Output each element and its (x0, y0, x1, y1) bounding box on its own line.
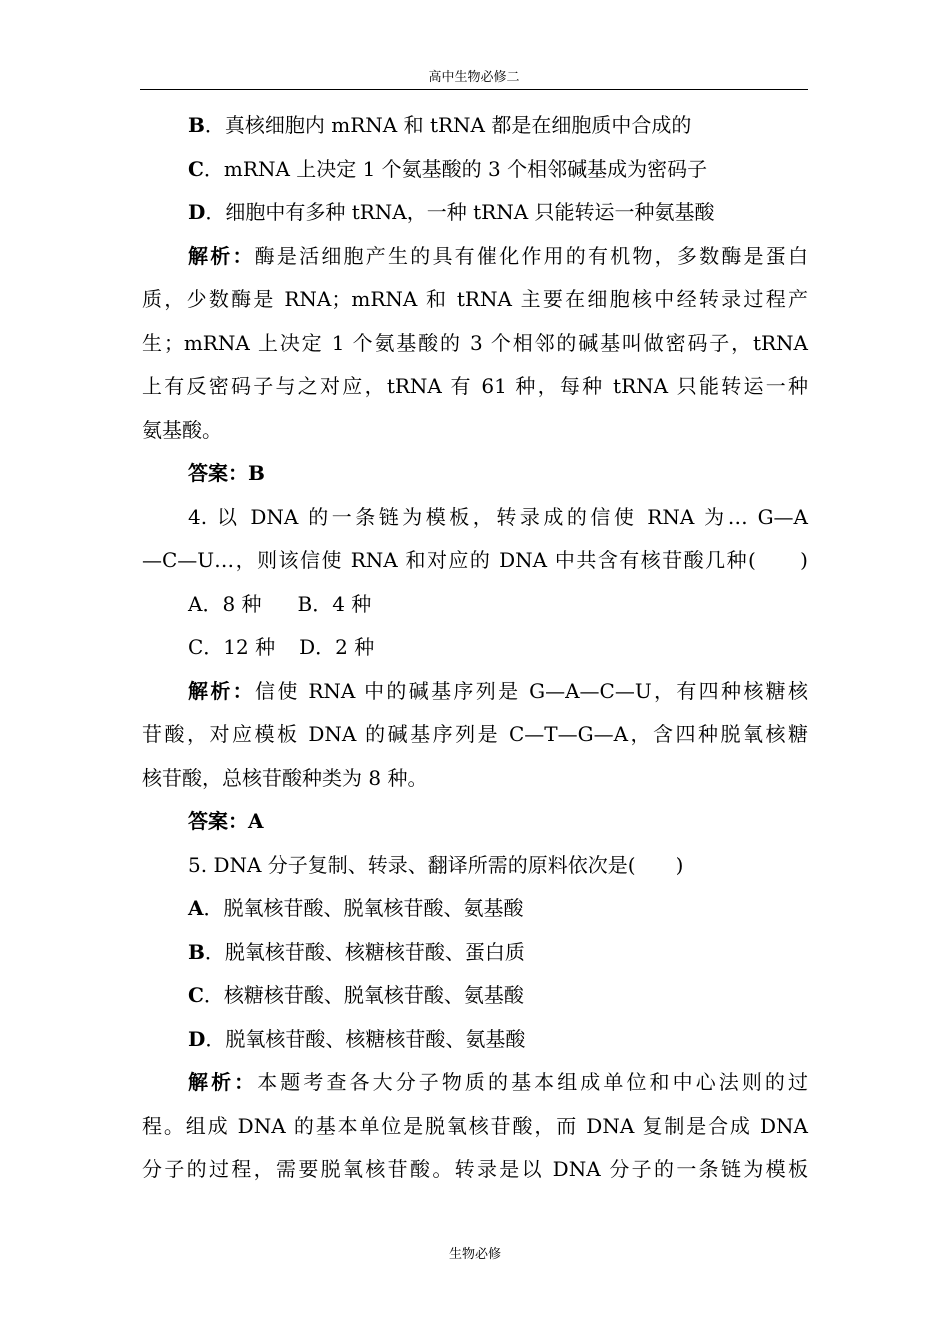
q4-option-c: C．12 种 (188, 635, 276, 659)
document-body (142, 104, 808, 1192)
q4-option-a: A．8 种 (188, 591, 262, 616)
q5-stem: 5. DNA 分子复制、转录、翻译所需的原料依次是( ) (188, 852, 684, 877)
page-header: 高中生物必修二 (428, 70, 520, 85)
q4-option-b: B．4 种 (297, 591, 372, 616)
q4-analysis: 解析：信使 RNA 中的碱基序列是 G—A—C—U，有四种核糖核 苷酸，对应模板 DNA 的碱基序列是 C—T—G—A，含四种脱氧核糖 核苷酸，总核苷酸种类为 8 种。 (142, 678, 809, 790)
q5-option-a: A．脱氧核苷酸、脱氧核苷酸、氨基酸 (188, 896, 524, 920)
header-divider (140, 89, 808, 90)
q3-option-d: D．细胞中有多种 tRNA，一种 tRNA 只能转运一种氨基酸 (188, 200, 715, 224)
page-footer: 生物必修 (448, 1247, 501, 1262)
q5-analysis: 解析：本题考查各大分子物质的基本组成单位和中心法则的过 程。组成 DNA 的基本单位是脱氧核苷酸，而 DNA 复制是合成 DNA 分子的过程，需要脱氧核苷酸。转录是以 DNA 分子的一条链为模板 (142, 1070, 809, 1181)
analysis-label: 解析： (188, 243, 255, 268)
q3-analysis: 解析：酶是活细胞产生的具有催化作用的有机物，多数酶是蛋白 质，少数酶是 RNA；mRNA 和 tRNA 主要在细胞核中经转录过程产 生；mRNA 上决定 1 个氨基酸的 3 个相邻的碱基叫做密码子，tRNA 上有反密码子与之对应，tRNA 有 61 种，每种 tRNA 只能转运一种 氨基酸。 (142, 243, 809, 442)
q5-option-d: D．脱氧核苷酸、核糖核苷酸、氨基酸 (188, 1026, 526, 1051)
q3-answer: 答案：B (188, 461, 265, 485)
q5-option-c: C．核糖核苷酸、脱氧核苷酸、氨基酸 (188, 983, 524, 1007)
q3-option-b: B．真核细胞内 mRNA 和 tRNA 都是在细胞质中合成的 (188, 113, 692, 137)
q4-option-d: D．2 种 (299, 635, 375, 659)
q5-option-b: B．脱氧核苷酸、核糖核苷酸、蛋白质 (188, 939, 525, 964)
q4-options-row-2 (142, 626, 808, 670)
q4-answer: 答案：A (188, 809, 264, 833)
q3-option-c: C．mRNA 上决定 1 个氨基酸的 3 个相邻碱基成为密码子 (188, 156, 708, 181)
q4-stem: 4. 以 DNA 的一条链为模板，转录成的信使 RNA 为… G—A —C—U…，则该信使 RNA 和对应的 DNA 中共含有核苷酸几种( ) (142, 504, 808, 572)
q4-options-row-1 (142, 583, 808, 627)
